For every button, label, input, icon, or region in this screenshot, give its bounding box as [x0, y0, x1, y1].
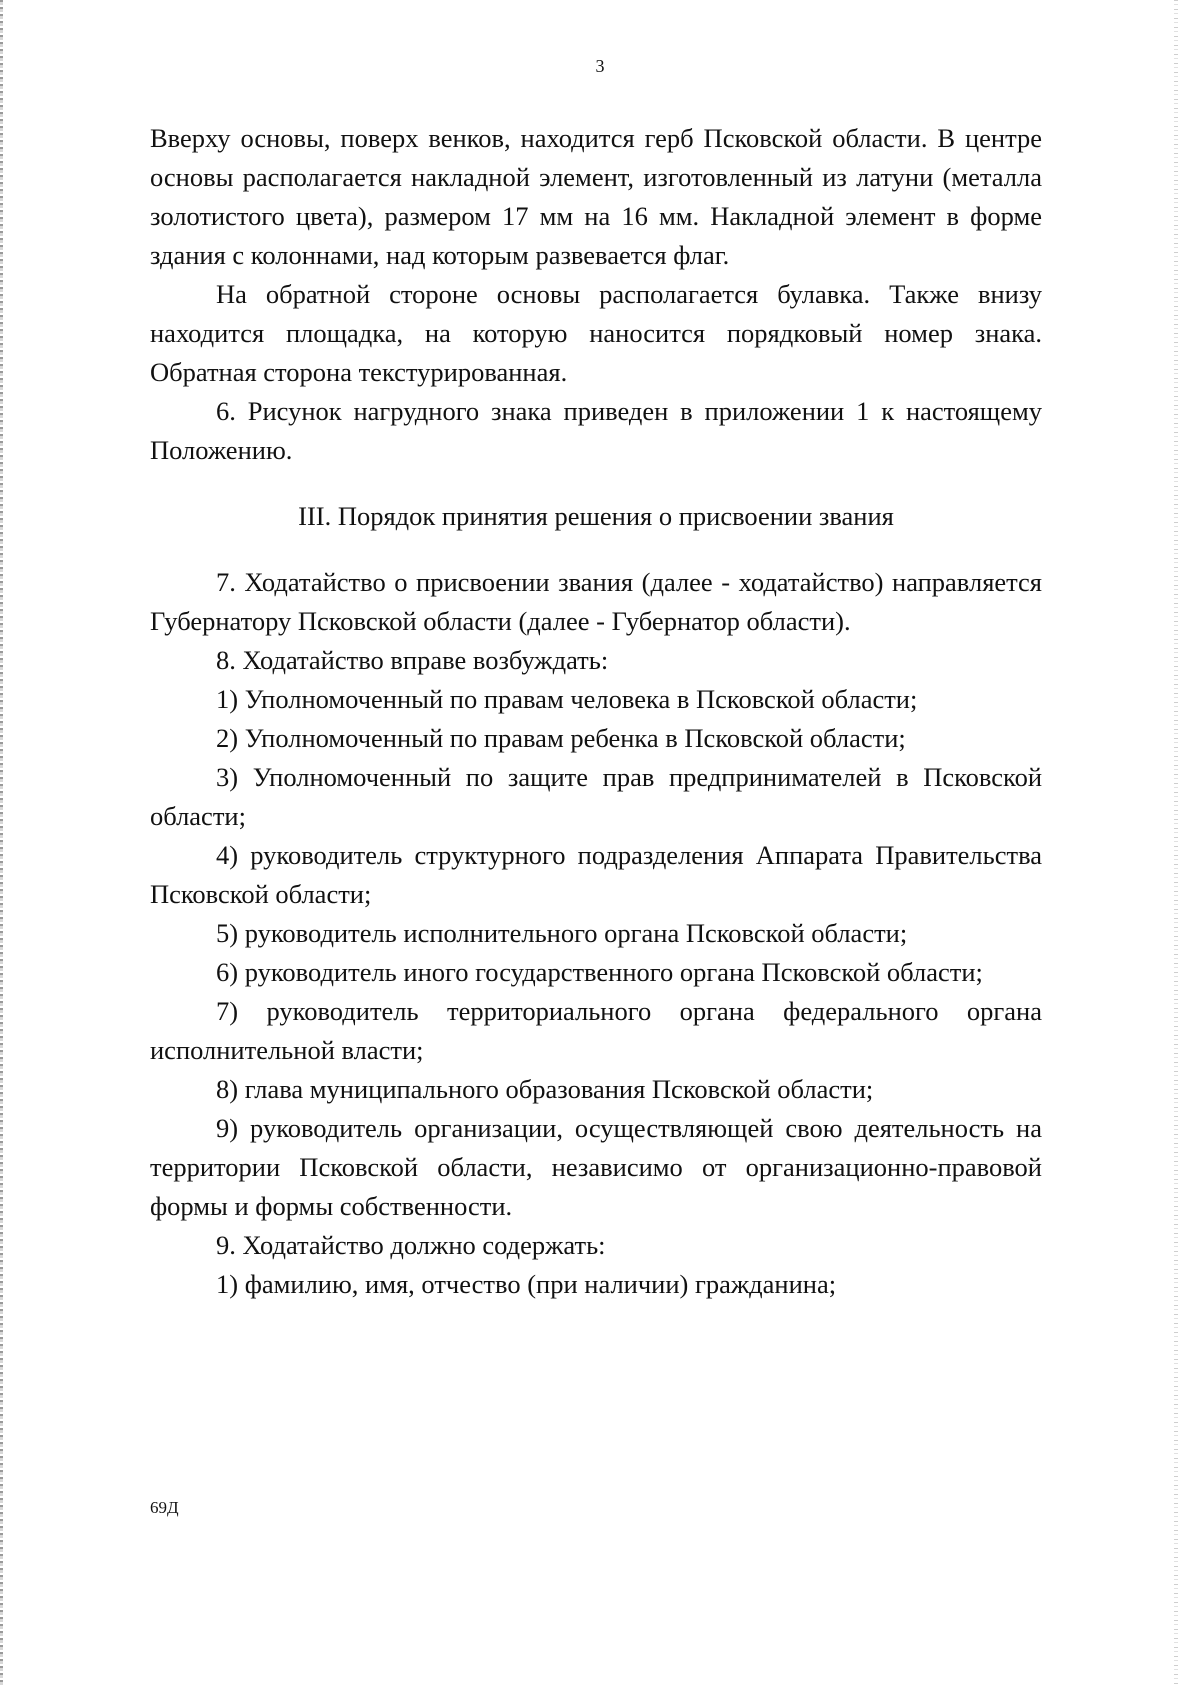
list-item: 5) руководитель исполнительного органа Псковской области; — [216, 918, 908, 948]
document-body — [150, 119, 1042, 1304]
list-item: 6) руководитель иного государственного органа Псковской области; — [216, 957, 983, 987]
list-item: 1) Уполномоченный по правам человека в Псковской области; — [216, 684, 918, 714]
list-item: 9) руководитель организации, осуществляющей свою деятельность на территории Псковской области, независимо от организационно-правовой формы и формы собственности. — [150, 1113, 1042, 1221]
list-item: 7) руководитель территориального органа федерального органа исполнительной власти; — [150, 996, 1042, 1065]
scan-edge-left — [0, 0, 3, 1686]
paragraph: 8. Ходатайство вправе возбуждать: — [216, 645, 609, 675]
paragraph: На обратной стороне основы располагается булавка. Также внизу находится площадка, на которую наносится порядковый номер знака. Обратная сторона текстурированная. — [150, 279, 1042, 387]
list-item: 8) глава муниципального образования Псковской области; — [216, 1074, 874, 1104]
footer-code: 69Д — [150, 1498, 179, 1517]
section-heading: III. Порядок принятия решения о присвоении звания — [298, 501, 894, 531]
paragraph: 6. Рисунок нагрудного знака приведен в приложении 1 к настоящему Положению. — [150, 396, 1042, 465]
page-number: 3 — [595, 56, 605, 76]
list-item: 2) Уполномоченный по правам ребенка в Псковской области; — [216, 723, 906, 753]
list-item: 1) фамилию, имя, отчество (при наличии) гражданина; — [216, 1269, 837, 1299]
paragraph: 7. Ходатайство о присвоении звания (далее - ходатайство) направляется Губернатору Псковской области (далее - Губернатор области). — [150, 567, 1042, 636]
list-item: 3) Уполномоченный по защите прав предпринимателей в Псковской области; — [150, 762, 1042, 831]
list-item: 4) руководитель структурного подразделения Аппарата Правительства Псковской области; — [150, 840, 1042, 909]
scan-edge-right — [1174, 0, 1178, 1686]
paragraph: Вверху основы, поверх венков, находится герб Псковской области. В центре основы располагается накладной элемент, изготовленный из латуни (металла золотистого цвета), размером 17 мм на 16 мм. Накладной элемент в форме здания с колоннами, над которым развевается флаг. — [150, 123, 1042, 270]
paragraph: 9. Ходатайство должно содержать: — [216, 1230, 606, 1260]
